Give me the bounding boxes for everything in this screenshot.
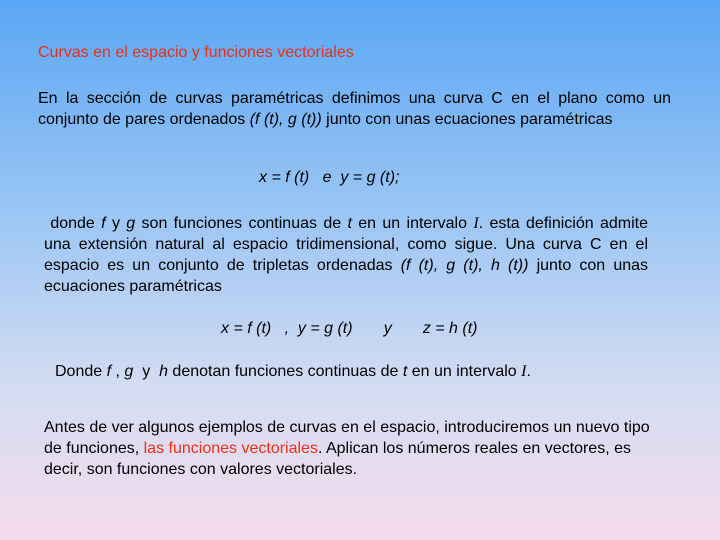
ordered-triple: (f (t), g (t), h (t)) — [400, 257, 529, 274]
def-text-c: son funciones continuas de — [135, 215, 348, 232]
def-text-d: en un intervalo — [351, 215, 474, 232]
var-g: g — [124, 363, 134, 380]
vf-text-b: . Aplican los números reales en vectores, es decir, son funciones con valores vectoriales. — [44, 440, 631, 478]
var-t: t — [402, 363, 408, 380]
ordered-pair: (f (t), g (t)) — [249, 111, 322, 128]
var-h: h — [159, 363, 168, 380]
space-equations: x = f (t) , y = g (t) y z = h (t) — [221, 320, 478, 337]
definition-paragraph — [44, 213, 648, 297]
slide-title: Curvas en el espacio y funciones vectoriales — [38, 44, 354, 61]
note-text-c: y — [133, 363, 160, 380]
note-text-d: denotan funciones continuas de — [167, 363, 403, 380]
var-t: t — [347, 215, 352, 232]
var-f: f — [106, 363, 112, 380]
var-f: f — [101, 215, 106, 232]
intro-paragraph — [38, 88, 671, 130]
def-text-e: . esta definición admite una extensión natural al espacio tridimensional, como sigue. Una curva C en el espacio es un conjunto de tripletas ordenadas — [44, 215, 648, 274]
interval-symbol: I — [473, 215, 479, 232]
note-text-end: . — [526, 363, 531, 380]
interval-symbol: I — [521, 363, 527, 380]
note-text-b: , — [111, 363, 125, 380]
intro-text-a: En la sección de curvas paramétricas definimos una curva C en el plano como un conjunto de pares ordenados — [38, 90, 671, 128]
def-text-b: y — [105, 215, 127, 232]
intro-text-c: junto con unas ecuaciones paramétricas — [321, 111, 613, 128]
note-text-e: en un intervalo — [407, 363, 522, 380]
note-text-a: Donde — [55, 363, 107, 380]
highlight-vector-functions: las funciones vectoriales — [143, 440, 318, 457]
def-text-f2: junto con unas ecuaciones paramétricas — [44, 257, 649, 295]
plane-equations: x = f (t) e y = g (t); — [259, 169, 400, 186]
var-g: g — [126, 215, 136, 232]
vf-text-a: Antes de ver algunos ejemplos de curvas en el espacio, introduciremos un nuevo tipo de funciones, — [44, 419, 650, 457]
vector-functions-paragraph — [44, 417, 664, 480]
functions-note — [55, 361, 531, 382]
def-text-a: donde — [44, 215, 102, 232]
